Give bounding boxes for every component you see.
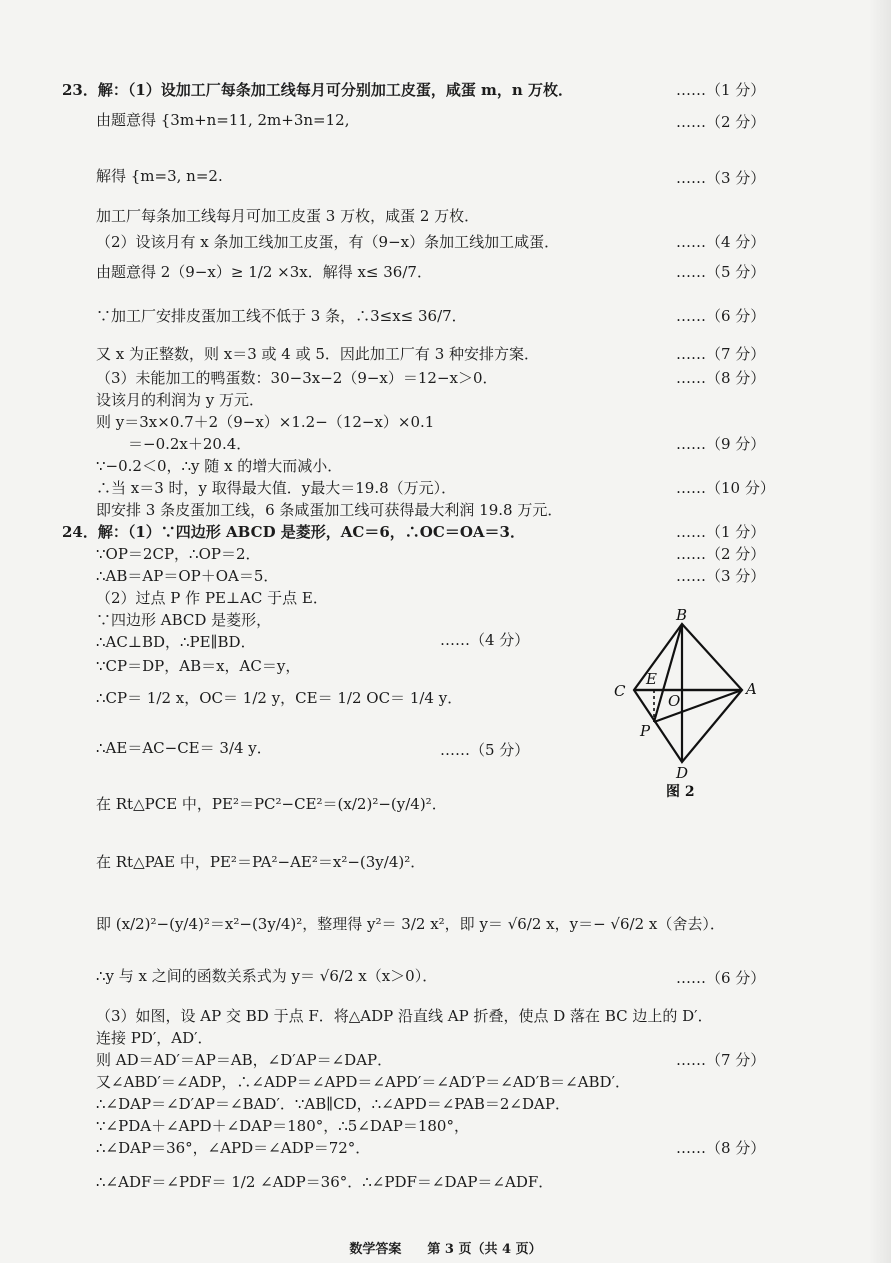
text-line: ∴当 x＝3 时，y 取得最大值．y最大＝19.8（万元）． — [96, 479, 457, 497]
text-line: ∵加工厂安排皮蛋加工线不低于 3 条，∴3≤x≤ 36/7． — [96, 307, 467, 325]
text-line: 即安排 3 条皮蛋加工线，6 条咸蛋加工线可获得最大利润 19.8 万元． — [96, 501, 563, 519]
score-mark: ……（7 分） — [676, 1051, 766, 1069]
score-mark: ……（10 分） — [676, 479, 775, 497]
text-line: （3）未能加工的鸭蛋数：30−3x−2（9−x）＝12−x＞0． — [96, 369, 498, 387]
score-mark: ……（8 分） — [676, 369, 766, 387]
text-line: ∴CP＝ 1/2 x，OC＝ 1/2 y，CE＝ 1/2 OC＝ 1/4 y． — [96, 689, 463, 707]
text-line: 即 (x/2)²−(y/4)²＝x²−(3y/4)²，整理得 y²＝ 3/2 x²，即 y＝ √6/2 x，y＝− √6/2 x（舍去）． — [96, 915, 725, 933]
score-mark: ……（3 分） — [676, 169, 766, 187]
text-line: 24．解：（1）∵四边形 ABCD 是菱形，AC＝6，∴OC＝OA＝3． — [62, 523, 525, 541]
text-line: 由题意得 {3m+n=11, 2m+3n=12, — [96, 111, 350, 129]
text-line: ∵∠PDA＋∠APD＋∠DAP＝180°，∴5∠DAP＝180°， — [96, 1117, 469, 1135]
label-b: B — [676, 606, 688, 624]
score-mark: ……（8 分） — [676, 1139, 766, 1157]
text-line: ∵四边形 ABCD 是菱形， — [96, 611, 272, 629]
figure-caption: 图 2 — [666, 784, 695, 800]
rhombus-diagram — [600, 604, 770, 804]
text-line: 连接 PD′，AD′． — [96, 1029, 213, 1047]
text-line: 则 y＝3x×0.7＋2（9−x）×1.2−（12−x）×0.1 — [96, 413, 435, 431]
text-line: 解得 {m=3, n=2. — [96, 167, 223, 185]
score-mark: ……（7 分） — [676, 345, 766, 363]
score-mark: ……（5 分） — [440, 741, 530, 759]
score-mark: ……（2 分） — [676, 545, 766, 563]
text-line: ∵OP＝2CP，∴OP＝2． — [96, 545, 261, 563]
text-line: ∴AE＝AC−CE＝ 3/4 y． — [96, 739, 272, 757]
score-mark: ……（2 分） — [676, 113, 766, 131]
page-footer: 数学答案 第 3 页（共 4 页） — [349, 1242, 542, 1257]
text-line: 又∠ABD′＝∠ADP，∴∠ADP＝∠APD＝∠APD′＝∠AD′P＝∠AD′B＝∠ABD′． — [96, 1073, 630, 1091]
label-o: O — [668, 692, 681, 710]
text-line: ∴AB＝AP＝OP＋OA＝5． — [96, 567, 279, 585]
text-line: （2）设该月有 x 条加工线加工皮蛋，有（9−x）条加工线加工咸蛋． — [96, 233, 560, 251]
label-d: D — [676, 764, 689, 782]
text-line: ∴y 与 x 之间的函数关系式为 y＝ √6/2 x（x＞0）． — [96, 967, 438, 985]
text-line: （3）如图，设 AP 交 BD 于点 F．将△ADP 沿直线 AP 折叠，使点 D 落在 BC 边上的 D′． — [96, 1007, 713, 1025]
text-line: （2）过点 P 作 PE⊥AC 于点 E． — [96, 589, 328, 607]
score-mark: ……（9 分） — [676, 435, 766, 453]
score-mark: ……（4 分） — [440, 631, 530, 649]
text-line: 则 AD＝AD′＝AP＝AB，∠D′AP＝∠DAP． — [96, 1051, 393, 1069]
text-line: 23．解：（1）设加工厂每条加工线每月可分别加工皮蛋，咸蛋 m，n 万枚． — [62, 81, 574, 99]
label-p: P — [640, 722, 651, 740]
text-line: ∵CP＝DP，AB＝x，AC＝y， — [96, 657, 301, 675]
text-line: 在 Rt△PAE 中，PE²＝PA²−AE²＝x²−(3y/4)²． — [96, 853, 426, 871]
score-mark: ……（6 分） — [676, 307, 766, 325]
text-line: 由题意得 2（9−x）≥ 1/2 ×3x．解得 x≤ 36/7． — [96, 263, 432, 281]
label-a: A — [746, 680, 757, 698]
text-line: 设该月的利润为 y 万元． — [96, 391, 265, 409]
rhombus-outline — [634, 624, 742, 762]
rhombus-figure — [600, 604, 770, 804]
text-line: 加工厂每条加工线每月可加工皮蛋 3 万枚，咸蛋 2 万枚． — [96, 207, 480, 225]
text-line: ∴∠ADF＝∠PDF＝ 1/2 ∠ADP＝36°．∴∠PDF＝∠DAP＝∠ADF． — [96, 1173, 554, 1191]
score-mark: ……（6 分） — [676, 969, 766, 987]
score-mark: ……（5 分） — [676, 263, 766, 281]
score-mark: ……（1 分） — [676, 523, 766, 541]
text-line: 又 x 为正整数，则 x＝3 或 4 或 5．因此加工厂有 3 种安排方案． — [96, 345, 540, 363]
score-mark: ……（1 分） — [676, 81, 766, 99]
text-line: ∴∠DAP＝∠D′AP＝∠BAD′．∵AB∥CD，∴∠APD＝∠PAB＝2∠DAP． — [96, 1095, 570, 1113]
page-edge-shadow — [869, 0, 891, 1263]
text-line: 在 Rt△PCE 中，PE²＝PC²−CE²＝(x/2)²−(y/4)²． — [96, 795, 447, 813]
score-mark: ……（3 分） — [676, 567, 766, 585]
score-mark: ……（4 分） — [676, 233, 766, 251]
text-line: ∴AC⊥BD，∴PE∥BD． — [96, 633, 256, 651]
label-e: E — [646, 670, 657, 688]
text-line: ∴∠DAP＝36°，∠APD＝∠ADP＝72°． — [96, 1139, 371, 1157]
label-c: C — [614, 682, 626, 700]
text-line: ∵−0.2＜0，∴y 随 x 的增大而减小． — [96, 457, 343, 475]
text-line: ＝−0.2x＋20.4． — [128, 435, 252, 453]
